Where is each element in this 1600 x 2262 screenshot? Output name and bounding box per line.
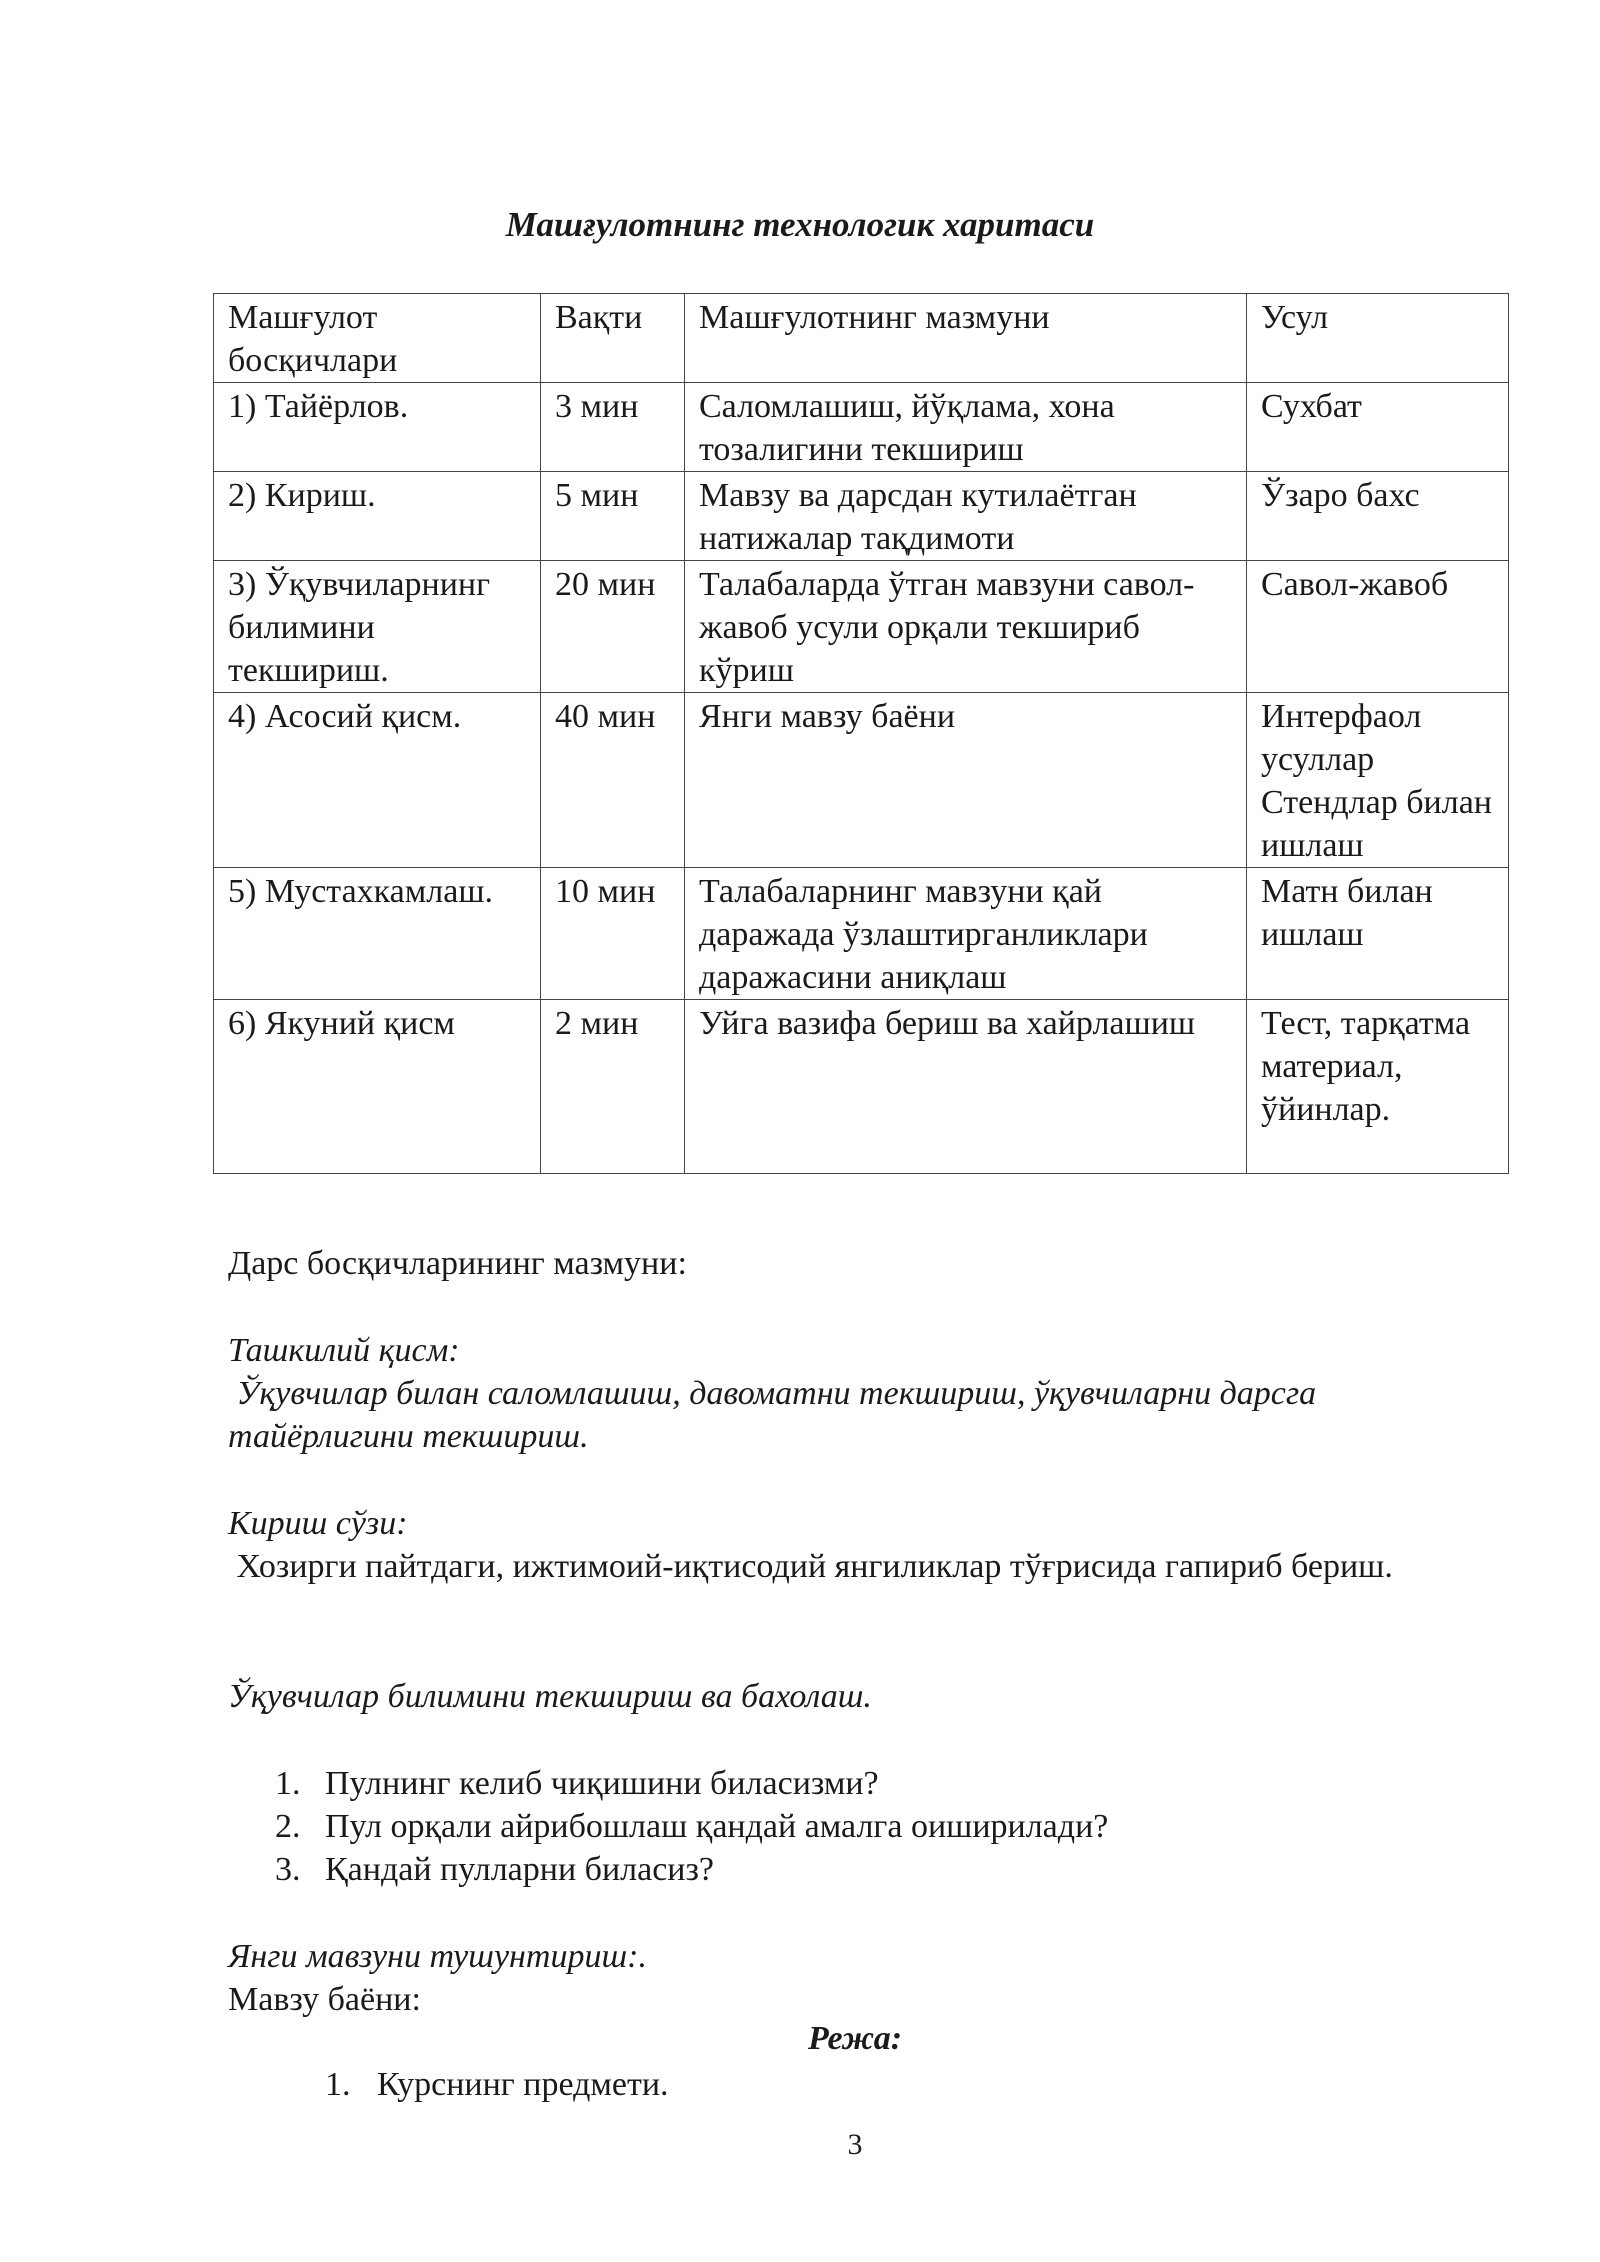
cell-stage: 6) Якуний қисм [214,1000,541,1174]
document-title: Машғулотнинг технологик харитаси [505,205,1095,244]
plan-item-text: Курснинг предмети. [377,2066,669,2103]
questions-list [275,1762,1108,1891]
list-item [275,1762,1108,1805]
new-topic-heading: Янги мавзуни тушунтириш:. [228,1938,647,1975]
list-item [275,1848,1108,1891]
question-text: Қандай пулларни биласиз? [325,1851,715,1888]
table-row [214,561,1509,693]
intro-section [228,1502,1488,1588]
list-number: 2. [275,1808,301,1845]
table-header-row [214,294,1509,383]
cell-time: 10 мин [541,868,685,1000]
cell-content: Талабаларда ўтган мавзуни савол-жавоб усули орқали текшириб кўриш [685,561,1247,693]
list-number: 3. [275,1851,301,1888]
plan-title: Режа: [807,2020,903,2057]
question-text: Пул орқали айрибошлаш қандай амалга оиширилади? [325,1808,1109,1845]
table-row [214,383,1509,472]
organizational-heading: Ташкилий қисм: [228,1332,460,1369]
cell-stage: 4) Асосий қисм. [214,693,541,868]
cell-method: Матн билан ишлаш [1247,868,1509,1000]
organizational-text: Ўқувчилар билан саломлашиш, давоматни текшириш, ўқувчиларни дарсга тайёрлигини текшириш. [228,1375,1325,1455]
list-number: 1. [275,1765,301,1802]
cell-method: Ўзаро бахс [1247,472,1509,561]
plan-list-item [325,2066,669,2104]
cell-method: Тест, тарқатма материал, ўйинлар. [1247,1000,1509,1174]
topic-statement: Мавзу баёни: [228,1981,421,2018]
question-text: Пулнинг келиб чиқишини биласизми? [325,1765,879,1802]
table-row [214,693,1509,868]
table-row [214,472,1509,561]
header-method: Усул [1247,294,1509,383]
cell-method: Сухбат [1247,383,1509,472]
cell-stage: 1) Тайёрлов. [214,383,541,472]
intro-heading: Кириш сўзи: [228,1505,408,1542]
cell-content: Саломлашиш, йўқлама, хона тозалигини текшириш [685,383,1247,472]
cell-content: Талабаларнинг мавзуни қай даражада ўзлаштирганликлари даражасини аниқлаш [685,868,1247,1000]
intro-text: Хозирги пайтдаги, ижтимоий-иқтисодий янгиликлар тўғрисида гапириб бериш. [228,1548,1393,1585]
cell-content: Уйга вазифа бериш ва хайрлашиш [685,1000,1247,1174]
cell-stage: 5) Мустахкамлаш. [214,868,541,1000]
header-content: Машғулотнинг мазмуни [685,294,1247,383]
table-row [214,1000,1509,1174]
list-item [275,1805,1108,1848]
cell-time: 40 мин [541,693,685,868]
page-number: 3 [847,2128,863,2161]
cell-method: Интерфаол усуллар Стендлар билан ишлаш [1247,693,1509,868]
lesson-content-heading: Дарс босқичларининг мазмуни: [228,1245,687,1282]
header-time: Вақти [541,294,685,383]
technological-map-table [213,293,1509,1174]
cell-method: Савол-жавоб [1247,561,1509,693]
organizational-section [228,1329,1488,1458]
cell-time: 3 мин [541,383,685,472]
cell-time: 5 мин [541,472,685,561]
cell-content: Мавзу ва дарсдан кутилаётган натижалар тақдимоти [685,472,1247,561]
cell-stage: 2) Кириш. [214,472,541,561]
cell-content: Янги мавзу баёни [685,693,1247,868]
header-stage: Машғулот босқичлари [214,294,541,383]
list-number: 1. [325,2066,351,2103]
table-row [214,868,1509,1000]
cell-time: 2 мин [541,1000,685,1174]
cell-time: 20 мин [541,561,685,693]
assessment-heading: Ўқувчилар билимини текшириш ва бахолаш. [228,1678,872,1715]
cell-stage: 3) Ўқувчиларнинг билимини текшириш. [214,561,541,693]
